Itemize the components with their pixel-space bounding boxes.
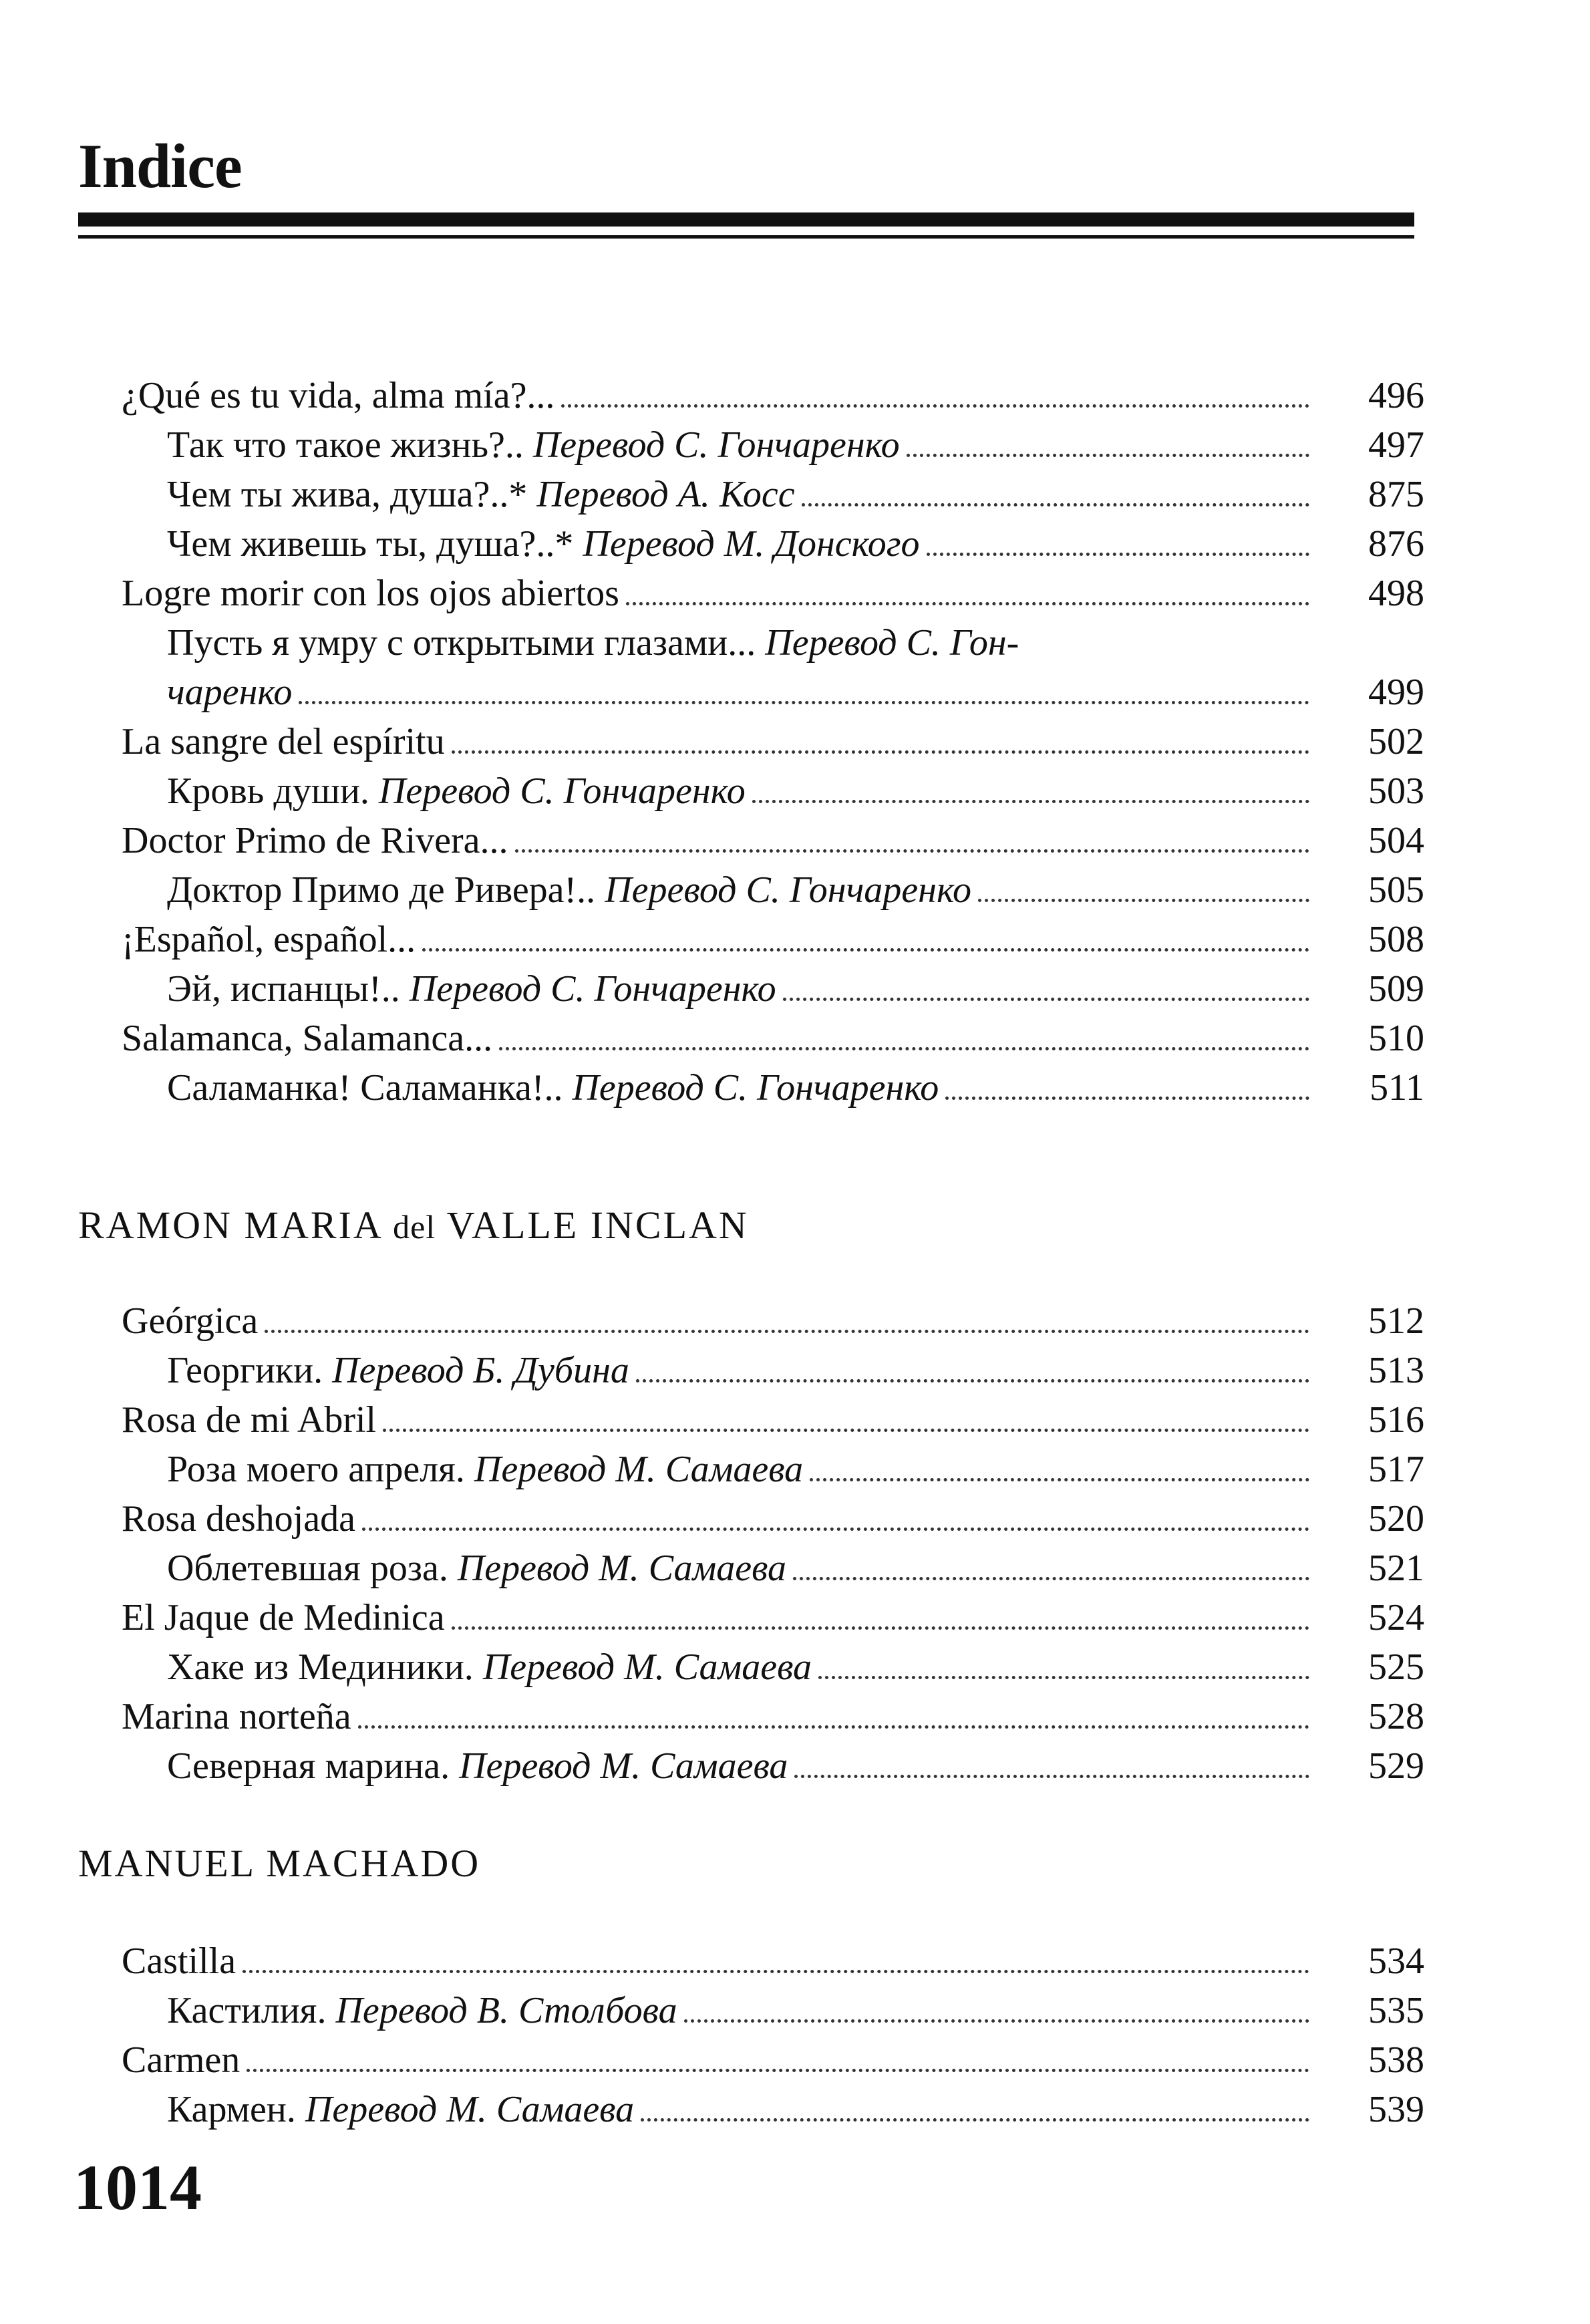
toc-entry-translation[interactable]	[122, 470, 1424, 519]
dot-leader	[802, 503, 1309, 506]
toc-block-2	[122, 1296, 1424, 1791]
entry-page: 539	[1368, 2089, 1424, 2130]
entry-translator: Перевод В. Столбова	[335, 1990, 677, 2031]
dot-leader	[265, 1330, 1309, 1333]
entry-page: 517	[1368, 1449, 1424, 1490]
dot-leader	[752, 800, 1309, 803]
dot-leader	[499, 1047, 1309, 1050]
entry-title: Doctor Primo de Rivera...	[122, 820, 508, 861]
entry-page: 503	[1368, 770, 1424, 812]
entry-title: Carmen	[122, 2039, 241, 2081]
entry-translator: Перевод М. Самаева	[474, 1449, 804, 1490]
entry-title: Rosa de mi Abril	[122, 1399, 377, 1441]
toc-entry-translation-continued[interactable]	[122, 668, 1424, 717]
entry-translator: Перевод М. Самаева	[482, 1646, 812, 1688]
entry-title: Чем ты жива, душа?..*	[167, 474, 528, 515]
entry-translator: Перевод С. Гончаренко	[409, 968, 776, 1010]
toc-entry-translation[interactable]	[122, 1063, 1424, 1113]
dot-leader	[794, 1775, 1309, 1778]
entry-title: Rosa deshojada	[122, 1498, 355, 1540]
entry-page: 520	[1368, 1498, 1424, 1540]
entry-page: 497	[1368, 424, 1424, 466]
dot-leader	[243, 1970, 1309, 1973]
dot-leader	[383, 1429, 1309, 1432]
entry-page: 499	[1368, 672, 1424, 713]
entry-translator: Перевод М. Самаева	[459, 1745, 788, 1787]
toc-entry-translation[interactable]	[122, 1346, 1424, 1395]
dot-leader	[793, 1577, 1309, 1580]
entry-title: Пусть я умру с открытыми глазами...	[167, 622, 756, 664]
entry-title: Доктор Примо де Ривера!..	[167, 869, 596, 911]
entry-page: 538	[1368, 2039, 1424, 2081]
toc-entry-translation[interactable]	[122, 865, 1424, 915]
entry-translator: Перевод С. Гончаренко	[605, 869, 972, 911]
toc-entry-translation[interactable]	[122, 766, 1424, 816]
entry-title: Саламанка! Саламанка!..	[167, 1067, 563, 1109]
author-heading	[78, 1203, 749, 1248]
entry-page: 505	[1368, 869, 1424, 911]
dot-leader	[247, 2069, 1309, 2072]
entry-title: Salamanca, Salamanca...	[122, 1018, 493, 1059]
toc-entry[interactable]	[122, 569, 1424, 618]
toc-entry[interactable]	[122, 1014, 1424, 1063]
entry-page: 510	[1368, 1018, 1424, 1059]
entry-translator: Перевод С. Гончаренко	[532, 424, 900, 466]
dot-leader	[362, 1528, 1309, 1531]
toc-block-3	[122, 1936, 1424, 2134]
entry-page: 508	[1368, 919, 1424, 960]
entry-page: 509	[1368, 968, 1424, 1010]
entry-page: 524	[1368, 1597, 1424, 1638]
toc-entry[interactable]	[122, 1395, 1424, 1445]
dot-leader	[641, 2118, 1309, 2122]
page-title: Indice	[78, 132, 242, 201]
entry-title: Кармен.	[167, 2089, 296, 2130]
author-name-particle: del	[393, 1208, 436, 1246]
author-heading: MANUEL MACHADO	[78, 1842, 481, 1885]
entry-title: Castilla	[122, 1940, 236, 1982]
title-rule-thin	[78, 235, 1414, 239]
entry-page: 525	[1368, 1646, 1424, 1688]
entry-translator-continued: чаренко	[167, 672, 293, 713]
toc-entry-translation[interactable]	[122, 1741, 1424, 1791]
entry-page: 498	[1368, 573, 1424, 614]
entry-title: Кровь души.	[167, 770, 369, 812]
toc-entry-translation[interactable]	[122, 1544, 1424, 1593]
entry-title: El Jaque de Medinica	[122, 1597, 445, 1638]
dot-leader	[818, 1676, 1309, 1679]
entry-title: Geórgica	[122, 1300, 259, 1342]
toc-block-1	[122, 371, 1424, 1113]
entry-translator: Перевод М. Донского	[583, 523, 920, 565]
dot-leader	[422, 948, 1309, 952]
dot-leader	[945, 1097, 1309, 1100]
entry-page: 511	[1370, 1067, 1424, 1109]
entry-page: 529	[1368, 1745, 1424, 1787]
dot-leader	[561, 404, 1309, 408]
dot-leader	[978, 899, 1309, 902]
dot-leader	[626, 602, 1309, 605]
entry-page: 502	[1368, 721, 1424, 762]
toc-entry-translation[interactable]	[122, 1445, 1424, 1494]
entry-title: Чем живешь ты, душа?..*	[167, 523, 574, 565]
page-number: 1014	[73, 2152, 202, 2223]
entry-translator: Перевод С. Гончаренко	[572, 1067, 939, 1109]
entry-page: 521	[1368, 1548, 1424, 1589]
dot-leader	[810, 1478, 1309, 1481]
entry-translator: Перевод Б. Дубина	[332, 1350, 629, 1391]
toc-entry-translation[interactable]	[122, 519, 1424, 569]
entry-page: 516	[1368, 1399, 1424, 1441]
toc-entry-translation[interactable]	[122, 2085, 1424, 2134]
entry-page: 512	[1368, 1300, 1424, 1342]
entry-page: 496	[1368, 375, 1424, 416]
entry-page: 534	[1368, 1940, 1424, 1982]
title-rule-thick	[78, 212, 1414, 227]
dot-leader	[927, 553, 1309, 556]
dot-leader	[358, 1725, 1309, 1729]
entry-title: ¿Qué es tu vida, alma mía?...	[122, 375, 555, 416]
entry-title: Северная марина.	[167, 1745, 450, 1787]
toc-entry[interactable]	[122, 1296, 1424, 1346]
entry-page: 528	[1368, 1696, 1424, 1737]
entry-page: 513	[1368, 1350, 1424, 1391]
entry-translator: Перевод С. Гончаренко	[378, 770, 746, 812]
entry-title: Marina norteña	[122, 1696, 351, 1737]
entry-title: Logre morir con los ojos abiertos	[122, 573, 619, 614]
dot-leader	[452, 1626, 1309, 1630]
entry-title: Хаке из Мединики.	[167, 1646, 474, 1688]
toc-entry-translation-wrapped[interactable]	[122, 618, 1424, 668]
dot-leader	[299, 701, 1309, 704]
entry-title: ¡Español, español...	[122, 919, 416, 960]
author-name-part: RAMON MARIA	[78, 1203, 381, 1247]
entry-title: Облетевшая роза.	[167, 1548, 448, 1589]
entry-title: Кастилия.	[167, 1990, 327, 2031]
toc-entry-translation[interactable]	[122, 1642, 1424, 1692]
toc-entry[interactable]	[122, 717, 1424, 766]
dot-leader	[684, 2019, 1309, 2023]
entry-page: 535	[1368, 1990, 1424, 2031]
toc-entry[interactable]	[122, 2035, 1424, 2085]
entry-title: La sangre del espíritu	[122, 721, 445, 762]
toc-entry[interactable]	[122, 1936, 1424, 1986]
entry-page: 504	[1368, 820, 1424, 861]
entry-title: Так что такое жизнь?..	[167, 424, 524, 466]
dot-leader	[783, 998, 1309, 1001]
toc-entry-translation[interactable]	[122, 964, 1424, 1014]
toc-entry[interactable]	[122, 1494, 1424, 1544]
entry-translator: Перевод А. Косс	[536, 474, 795, 515]
toc-entry[interactable]	[122, 816, 1424, 865]
dot-leader	[515, 849, 1309, 853]
toc-entry-translation[interactable]	[122, 420, 1424, 470]
entry-translator: Перевод С. Гон-	[765, 622, 1019, 664]
author-name-part: VALLE INCLAN	[446, 1203, 749, 1247]
entry-translator: Перевод М. Самаева	[305, 2089, 635, 2130]
entry-title: Георгики.	[167, 1350, 323, 1391]
toc-entry[interactable]	[122, 1692, 1424, 1741]
toc-entry[interactable]	[122, 1593, 1424, 1642]
toc-entry-translation[interactable]	[122, 1986, 1424, 2035]
entry-translator: Перевод М. Самаева	[457, 1548, 787, 1589]
entry-page: 876	[1368, 523, 1424, 565]
dot-leader	[636, 1379, 1309, 1383]
dot-leader	[452, 750, 1309, 754]
entry-title: Эй, испанцы!..	[167, 968, 400, 1010]
dot-leader	[907, 454, 1309, 457]
toc-entry[interactable]	[122, 915, 1424, 964]
entry-title: Роза моего апреля.	[167, 1449, 465, 1490]
entry-page: 875	[1368, 474, 1424, 515]
toc-entry[interactable]	[122, 371, 1424, 420]
